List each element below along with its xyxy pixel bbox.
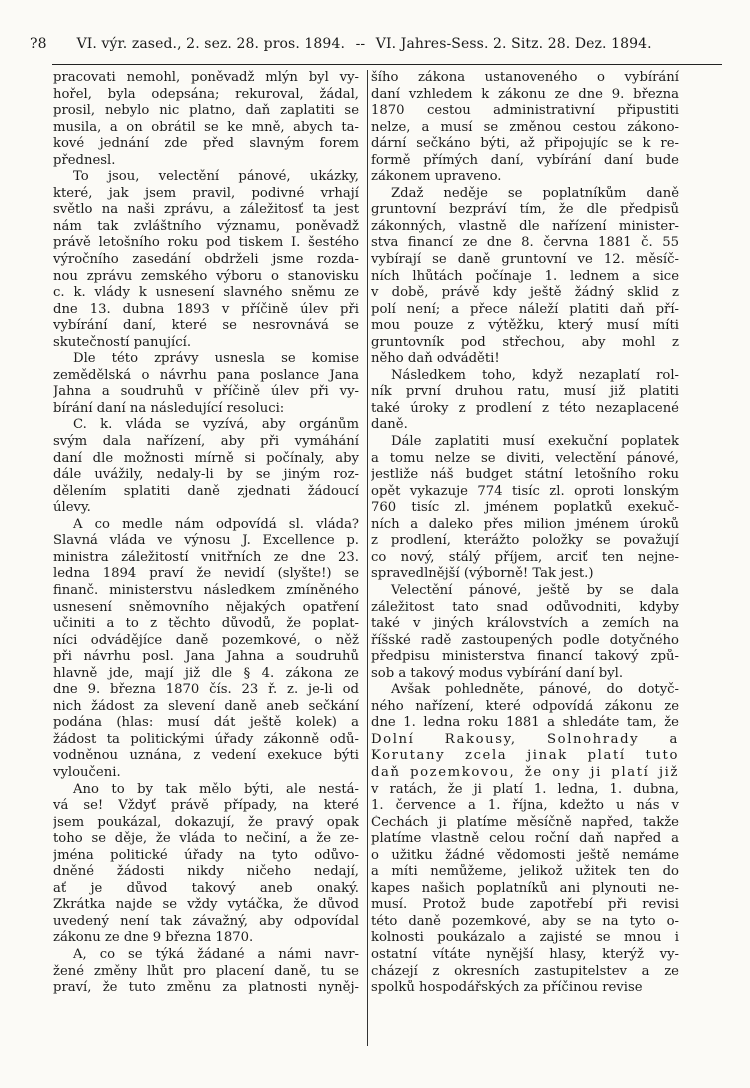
text-line: ník první druhou ratu, musí již platiti — [371, 384, 679, 400]
text-line: ministra záležitostí vnitřních ze dne 23. — [53, 549, 359, 565]
text-line: Čechách ji platíme měsíčně napřed, takže — [371, 814, 679, 830]
text-line: dněné žádosti nikdy ničeho nedají, — [53, 864, 359, 880]
text-line: které, jak jsem pravil, podivné vrhají — [53, 185, 359, 201]
text-line: prosil, nebylo nic platno, daň zaplatiti se — [53, 103, 359, 119]
text-line: jména politické úřady na tyto odůvo- — [53, 847, 359, 863]
header-czech: VI. výr. zased., 2. sez. 28. pros. 1894. — [76, 36, 345, 52]
text-line: polí není; a přece náleží platiti daň pří- — [371, 301, 679, 317]
text-line: 1870 cestou administrativní připustiti — [371, 103, 679, 119]
text-line: c. k. vlády k usnesení slavného sněmu ze — [53, 285, 359, 301]
text-line: A, co se týká žádané a námi navr- — [73, 946, 359, 962]
text-line: cházejí z okresních zastupitelstev a ze — [371, 963, 679, 979]
text-line: spravedlnější (výborně! Tak jest.) — [371, 566, 594, 582]
text-line: Slavná vláda ve výnosu J. Excellence p. — [53, 533, 359, 549]
text-line: Avšak pohledněte, pánové, do dotyč- — [391, 682, 679, 698]
text-line: Dle této zprávy usnesla se komise — [73, 351, 359, 367]
text-line: co nový, stálý příjem, arciť ten nejne- — [371, 549, 679, 565]
page-header — [30, 36, 722, 60]
text-line: opět vykazuje 774 tisíc zl. oproti lonským — [371, 483, 679, 499]
text-line: v době, právě kdy ještě žádný sklid z — [371, 285, 679, 301]
text-line: zákonných, vlastně dle nařízení minister- — [371, 218, 679, 234]
text-line: a míti nemůžeme, jelikož užitek ten do — [371, 864, 679, 880]
text-line: přednesl. — [53, 152, 116, 168]
text-line: nich žádost za slevení daně aneb sečkání — [53, 698, 359, 714]
text-line: jsem poukázal, dokazují, že pravý opak — [53, 814, 359, 830]
text-line: mou pouze z výtěžku, který musí míti — [371, 318, 679, 334]
text-line: spolků hospodářských za příčinou revise — [371, 980, 643, 996]
text-line: zákonem upraveno. — [371, 169, 502, 185]
text-line: kové jednání zde před slavným forem — [53, 136, 359, 152]
text-line: daň pozemkovou, že ony ji platí již — [371, 764, 679, 780]
text-line: dne 9. března 1870 čís. 23 ř. z. je-li od — [53, 682, 359, 698]
text-line: vybírají se daně gruntovní ve 12. měsíč- — [371, 252, 679, 268]
text-line: hořel, byla odepsána; rekuroval, žádal, — [53, 86, 359, 102]
text-line: nám tak zvláštního významu, poněvadž — [53, 218, 359, 234]
text-line: zákonu ze dne 9 března 1870. — [53, 930, 254, 946]
text-line: šího zákona ustanoveného o vybírání — [371, 70, 679, 85]
text-line: Zkrátka najde se vždy vytáčka, že důvod — [53, 897, 359, 913]
text-line: usnesení sněmovního nějakých opatření — [53, 599, 359, 615]
text-line: nou zprávu zemského výboru o stanovisku — [53, 268, 359, 284]
text-line: právě letošního roku pod tiskem I. šestého — [53, 235, 359, 251]
text-line: daní vzhledem k zákonu ze dne 9. března — [371, 86, 679, 102]
text-line: nelze, a musí se změnou cestou zákono- — [371, 119, 679, 135]
text-line: zemědělská o návrhu pana poslance Jana — [53, 367, 359, 383]
header-german: VI. Jahres-Sess. 2. Sitz. 28. Dez. 1894. — [375, 36, 652, 52]
text-line: záležitost tato snad odůvodniti, kdyby — [371, 599, 679, 615]
text-line: předpisu ministerstva financí takový způ- — [371, 649, 679, 665]
right-column — [371, 70, 679, 997]
text-line: formě přímých daní, vybírání daní bude — [371, 152, 679, 168]
text-line: toho se děje, že vláda to nečiní, a že ze- — [53, 831, 359, 847]
text-line: této daně pozemkové, aby se na tyto o- — [371, 913, 679, 929]
text-line: při návrhu posl. Jana Jahna a soudruhů — [53, 649, 359, 665]
text-line: sob a takový modus vybírání daní byl. — [371, 665, 624, 681]
text-line: finanč. ministerstvu následkem zmíněného — [53, 582, 359, 598]
text-line: dne 1. ledna roku 1881 a shledáte tam, že — [371, 715, 679, 731]
text-line: Zdaž neděje se poplatníkům daně — [391, 185, 679, 201]
text-line: ních a daleko přes milion jménem úroků — [371, 516, 679, 532]
text-line: ného nařízení, které odpovídá zákonu ze — [371, 698, 679, 714]
text-line: dělením splatiti daně zjednati žádoucí — [53, 483, 359, 499]
text-line: výročního zasedání obdrželi jsme rozda- — [53, 252, 359, 268]
text-line: vyloučeni. — [53, 764, 121, 780]
text-line: učiniti a to z těchto důvodů, že poplat- — [53, 616, 359, 632]
text-line: úlevy. — [53, 500, 91, 516]
left-column — [53, 70, 359, 997]
text-line: C. k. vláda se vyzívá, aby orgánům — [73, 417, 359, 433]
text-line: něho daň odváděti! — [371, 351, 500, 367]
text-line: žené změny lhůt pro placení daně, tu se — [53, 963, 359, 979]
text-line: vybírání daní, které se nesrovnává se — [53, 318, 359, 334]
text-line: praví, že tuto změnu za platnosti nyněj- — [53, 980, 359, 996]
header-separator: -- — [355, 36, 366, 52]
text-line: 760 tisíc zl. jménem poplatků exekuč- — [371, 500, 679, 516]
text-line: také úroky z prodlení z této nezaplacené — [371, 400, 679, 416]
text-line: jestliže náš budget státní letošního roku — [371, 467, 679, 483]
text-line: dále uvážily, nedaly-li by se jiným roz- — [53, 467, 359, 483]
text-line: také v jiných královstvích a zemích na — [371, 616, 679, 632]
text-line: 1. července a 1. října, kdežto u nás v — [371, 798, 679, 814]
text-line: Velectění pánové, ještě by se dala — [391, 582, 679, 598]
text-line: Následkem toho, když nezaplatí rol- — [391, 367, 679, 383]
text-line: pracovati nemohl, poněvadž mlýn byl vy- — [53, 70, 359, 85]
text-line: říšské radě zastoupených podle dotyčného — [371, 632, 679, 648]
text-line: ních lhůtách počínaje 1. lednem a sice — [371, 268, 679, 284]
text-line: světlo na naši zprávu, a záležitosť ta jest — [53, 202, 359, 218]
text-line: a tomu nelze se diviti, velectění pánové, — [371, 450, 679, 466]
page-number: ?8 — [30, 36, 47, 52]
text-line: žádost ta politickými úřady zákonně odů- — [53, 731, 359, 747]
text-line: vodněnou uznána, z vedení exekuce býti — [53, 748, 359, 764]
text-line: skutečností panující. — [53, 334, 192, 350]
text-line: podána (hlas: musí dát ještě kolek) a — [53, 715, 359, 731]
text-line: bírání daní na následující resoluci: — [53, 400, 285, 416]
text-line: Dolní Rakousy, Solnohrady a — [371, 731, 679, 747]
text-line: vá se! Vždyť právě případy, na které — [53, 798, 359, 814]
text-line: musí. Protož bude zapotřebí při revisi — [371, 897, 679, 913]
text-line: ledna 1894 praví že nevidí (slyšte!) se — [53, 566, 359, 582]
text-line: kapes našich poplatníků ani plynouti ne- — [371, 880, 679, 896]
text-line: z prodlení, kterážto položky se považují — [371, 533, 679, 549]
text-line: dární sečkáno býti, až připojujíc se k re- — [371, 136, 679, 152]
text-line: platíme vlastně celou roční daň napřed a — [371, 831, 679, 847]
text-line: dne 13. dubna 1893 v příčině úlev při — [53, 301, 359, 317]
text-line: uvedený není tak závažný, aby odpovídal — [53, 913, 359, 929]
text-line: Dále zaplatiti musí exekuční poplatek — [391, 434, 679, 450]
text-line: Korutany zcela jinak platí tuto — [371, 748, 679, 764]
text-line: svým dala nařízení, aby při vymáhání — [53, 434, 359, 450]
text-line: daně. — [371, 417, 408, 433]
text-line: o užitku žádné vědomosti ještě nemáme — [371, 847, 679, 863]
text-line: To jsou, velectění pánové, ukázky, — [73, 169, 359, 185]
text-line: daní dle možnosti mírně si počínaly, aby — [53, 450, 359, 466]
text-line: musila, a on obrátil se ke mně, abych ta- — [53, 119, 359, 135]
text-line: gruntovní bezpráví tím, že dle předpisů — [371, 202, 679, 218]
text-line: kolnosti poukázalo a zajisté se mnou i — [371, 930, 679, 946]
header-rule — [52, 64, 722, 65]
text-line: gruntovník pod střechou, aby mohl z — [371, 334, 679, 350]
text-line: v ratách, že ji platí 1. ledna, 1. dubna, — [371, 781, 679, 797]
text-line: ostatní vítáte nynější hlasy, kterýž vy- — [371, 946, 679, 962]
column-divider — [367, 70, 368, 1046]
text-line: Ano to by tak mělo býti, ale nestá- — [73, 781, 359, 797]
text-line: Jahna a soudruhů v příčině úlev při vy- — [53, 384, 359, 400]
text-line: A co medle nám odpovídá sl. vláda? — [73, 516, 359, 532]
text-line: stva financí ze dne 8. června 1881 č. 55 — [371, 235, 679, 251]
text-line: hlavně jde, mají již dle § 4. zákona ze — [53, 665, 359, 681]
text-line: ať je důvod takový aneb onaký. — [53, 880, 359, 896]
text-line: níci odvádějíce daně pozemkové, o něž — [53, 632, 359, 648]
